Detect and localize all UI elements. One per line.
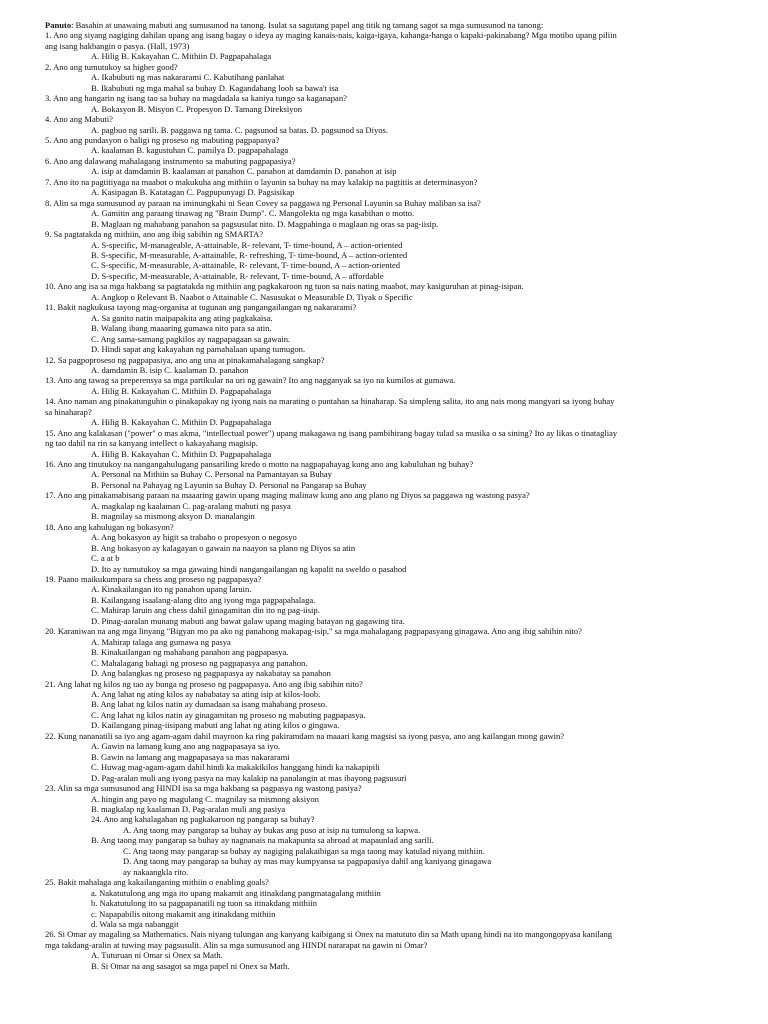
instructions-label: Panuto	[45, 20, 72, 30]
text-line: 21. Ang lahat ng kilos ng tao ay bunga ng proseso ng pagpapasya. Ano ang ibig sabihin nito?	[45, 678, 363, 689]
text-line: 13. Ano ang tawag sa preperensya sa mga partikular na uri ng gawain? Ito ang nagganyak sa iyo na kumilos at gumawa.	[45, 375, 456, 386]
text-line: A. magkalap ng kaalaman C. pag-aralang mabuti ng pasya	[91, 500, 291, 511]
text-line: A. kaalaman B. kagustuhan C. pamilya D. pagpapahalaga	[91, 145, 289, 156]
text-line: A. Angkop o Relevant B. Naabot o Attainable C. Nasusukat o Measurable D. Tiyak o Specific	[91, 291, 413, 302]
text-line: B. Gawin na lamang ang magpapasaya sa mas nakararami	[91, 751, 290, 762]
text-line: C. a at b	[91, 553, 120, 564]
text-line: 14. Ano naman ang pinakatunguhin o pinakapakay ng iyong nais na marating o puntahan sa hinaharap. Sa simpleng salita, ito ang nais mong mangyari sa iyong buhay	[45, 396, 615, 407]
text-line: B. Kinakailangan ng mahabang panahon ang pagpapasya.	[91, 647, 289, 658]
text-line: A. Hilig B. Kakayahan C. Mithiin D. Pagpapahalaga	[91, 385, 272, 396]
text-line: a. Nakatutulong ang mga ito upang makamit ang itinakdang pangmatagalang mithiin	[91, 887, 381, 898]
text-line: 10. Ano ang isa sa mga hakbang sa pagtatakda ng mithiin ang pagkakaroon ng tuon sa nais nating maabot, may kasiguruhan at pinag-isipan.	[45, 281, 524, 292]
text-line: 11. Bakit nagkukusa tayong mag-organisa at tugunan ang pangangailangan ng nakararami?	[45, 302, 357, 313]
text-line: D. Hindi sapat ang kakayahan ng pamahalaan upang tumugon.	[91, 344, 306, 355]
text-line: 24. Ano ang kahalagahan ng pagkakaroon ng pangarap sa buhay?	[91, 814, 315, 825]
text-line: A. S-specific, M-manageable, A-attainable, R- relevant, T- time-bound, A – action-oriented	[91, 239, 403, 250]
text-line: 19. Paano maikukumpara sa chess ang proseso ng pagpapasya?	[45, 574, 262, 585]
text-line: D. Kailangang pinag-iisipang mabuti ang lahat ng ating kilos o gingawa.	[91, 720, 340, 731]
text-line: sa hinaharap?	[45, 406, 92, 417]
text-line: B. Personal na Pahayag ng Layunin sa Buhay D. Personal na Pangarap sa Buhay	[91, 479, 367, 490]
text-line: A. Ang bokasyon ay higit sa trabaho o propesyon o negosyo	[91, 532, 297, 543]
text-line: D. Ang balangkas ng proseso ng pagpapasya ay nakabatay sa panahon	[91, 668, 331, 679]
text-line: C. Ang lahat ng kilos natin ay ginagamitan ng proseso ng mabuting pagpapasya.	[91, 709, 366, 720]
text-line: C. Ang sama-samang pagkilos ay nagpapagaan sa gawain.	[91, 333, 291, 344]
text-line: B. Kailangang isaalang-alang dito ang iyong mga pagpapahalaga.	[91, 594, 316, 605]
text-line: A. Kasipagan B. Katatagan C. Pagpupunyagi D. Pagsisikap	[91, 187, 295, 198]
text-line: A. Ang lahat ng ating kilos ay nababatay sa ating isip at kilos-loob.	[91, 689, 321, 699]
instructions-line: Panuto: Basahin at unawaing mabuti ang sumusunod na tanong. Isulat sa sagutang papel ang titik ng tamang sagot sa mga sumusunod na tanong:	[45, 20, 544, 30]
text-line: ang isang hakbangin o pasya. (Hall, 1973)	[45, 40, 190, 51]
text-line: mga takdang-aralin at tuwing may pagsusulit. Alin sa mga sumusunod ang HINDI nararapat na gawin ni Omar?	[45, 939, 428, 950]
text-line: A. Sa ganito natin maipapakita ang ating pagkakaisa.	[91, 312, 273, 323]
text-line: A. Kinakailangan ito ng panahon upang laruin.	[91, 584, 252, 595]
text-line: D. Pinag-aaralan munang mabuti ang bawat galaw upang maging batayan ng gagawing tira.	[91, 615, 405, 626]
text-line: 16. Ano ang tinutukoy na nangangahulugang pansariling kredo o motto na nagpapahayag kung ano ang kabuluhan ng buhay?	[45, 459, 474, 470]
text-line: A. Mahirap talaga ang gumawa ng pasya	[91, 636, 231, 647]
text-line: B. Ang lahat ng kilos natin ay dumadaan sa isang mahabang proseso.	[91, 699, 328, 710]
text-line: 7. Ano ito na pagtitiyaga na maabot o makukuha ang mithiin o layunin sa buhay na may kalakip na pagtitiis at determinasyon?	[45, 176, 478, 187]
text-line: D. S-specific, M-measurable, A-attainable, R- relevant, T- time-bound, A – affordable	[91, 270, 384, 281]
text-line: A. Hilig B. Kakayahan C. Mithiin D. Pagpapahalaga	[91, 448, 272, 459]
text-line: C. Huwag mag-agam-agam dahil hindi ka makakikilos hanggang hindi ka nakapipili	[91, 762, 380, 773]
text-line: A. Ang taong may pangarap sa buhay ay bukas ang puso at isip na tumulong sa kapwa.	[123, 824, 421, 835]
text-line: C. Mahalagang bahagi ng proseso ng pagpapasya ang panahon.	[91, 657, 308, 668]
text-line: 17. Ano ang pinakamabisang paraan na maaaring gawin upang maging malinaw kung ano ang plano ng Diyos sa paggawa ng wastong pasya?	[45, 490, 530, 501]
text-line: 15. Ano ang kalakasan ("power" o mas akma, "intellectual power") upang makagawa ng isang pambihirang bagay tulad sa musika o sa sining? Ito ay likas o tinatagliay	[45, 427, 618, 438]
text-line: 3. Ano ang hangarin ng isang tao sa buhay na magdadala sa kaniya tungo sa kaganapan?	[45, 93, 347, 104]
text-line: D. Pag-aralan muli ang iyong pasya na may kalakip na panalangin at mas ibayong pagsusuri	[91, 772, 407, 783]
text-line: 22. Kung nananatili sa iyo ang agam-agam dahil mayroon ka ring pakiramdam na maaari kang magsisi sa iyong pasya, ano ang kailangan mong gawin?	[45, 730, 565, 741]
text-line: D. Ito ay tumutukoy sa mga gawaing hindi nangangailangan ng kapalit na sweldo o pasahod	[91, 563, 407, 574]
text-line: 26. Si Omar ay magaling sa Mathematics. Nais niyang tulungan ang kanyang kaibigang si Onex na matututo din sa Math upang hindi na ito mangongopyasa kanilang	[45, 929, 613, 940]
text-line: 8. Alin sa mga sumusunod ay paraan na iminungkahi ni Sean Covey sa paggawa ng Personal Layunin sa Buhay maliban sa isa?	[45, 197, 481, 208]
text-line: C. S-specific, M-measurable, A-attainable, R- relevant, T- time-bound, A – action-oriented	[91, 260, 401, 271]
text-line: B. Walang ibang maaaring gumawa nito para sa atin.	[91, 323, 272, 334]
text-line: 12. Sa pagpoproseso ng pagpapasiya, ano ang una at pinakamahalagang sangkap?	[45, 354, 325, 365]
text-line: A. isip at damdamin B. kaalaman at panahon C. panahon at damdamin D. panahon at isip	[91, 166, 397, 177]
text-line: B. Ikabubuti ng mga mahal sa buhay D. Kagandahang loob sa bawa't isa	[91, 82, 339, 93]
text-line: ng tao dahil na rin sa kanyang intellect o kakayahang magisip.	[45, 438, 258, 449]
text-line: C. Ang taong may pangarap sa buhay ay nagiging palakaibigan sa mga taong may katulad niyang mithiin.	[123, 845, 485, 856]
text-line: 25. Bakit mahalaga ang kakailanganing mithiin o enabling goals?	[45, 877, 269, 888]
text-line: B. S-specific, M-measurable, A-attainable, R- refreshing, T- time-bound, A – action-oriented	[91, 249, 408, 260]
text-line: d. Wala sa mga nabanggit	[91, 918, 179, 929]
text-line: B. Ang taong may pangarap sa buhay ay nagnanais na makapunta sa abroad at mapaunlad ang sarili.	[91, 835, 434, 846]
text-line: A. Bokasyon B. Misyon C. Propesyon D. Tamang Direksiyon	[91, 103, 303, 114]
text-line: A. Personal na Mithiin sa Buhay C. Personal na Pamantayan sa Buhay	[91, 469, 332, 480]
text-line: A. Tuturuan ni Omar si Onex sa Math.	[91, 950, 223, 961]
text-line: B. magnilay sa mismong aksyon D. manalangin	[91, 511, 255, 522]
text-line: D. Ang taong may pangarap sa buhay ay mas may kumpyansa sa pagpapasiya dahil ang kaniyang ginagawa	[123, 856, 492, 867]
text-line: B. magkalap ng kaalaman D. Pag-aralan muli ang pasiya	[91, 803, 286, 814]
text-line: A. Gawin na lamang kung ano ang nagpapasaya sa iyo.	[91, 741, 281, 752]
text-line: ay nakaangkla rito.	[123, 866, 189, 877]
text-line: 18. Ano ang kahulugan ng bokasyon?	[45, 521, 174, 532]
text-line: b. Nakatutulong ito sa pagpapanatili ng tuon sa itinakdang mithiin	[91, 898, 317, 909]
text-line: B. Maglaan ng mahabang panahon sa pagsusulat nito. D. Magpahinga o maglaan ng oras sa pag-iisip.	[91, 218, 439, 229]
text-line: B. Si Omar na ang sasagot sa mga papel ni Onex sa Math.	[91, 960, 290, 971]
text-line: 20. Karaniwan na ang mga linyang "Bigyan mo pa ako ng panahong makapag-isip," sa mga mahalagang pagpapasyang ginagawa. Ano ang ibig sabihin nito?	[45, 626, 582, 637]
text-line: A. hingin ang payo ng magulang C. magnilay sa mismong aksiyon	[91, 793, 319, 804]
text-line: A. Gamitin ang paraang tinawag ng "Brain Dump". C. Mangolekta ng mga kasabihan o motto.	[91, 208, 415, 219]
text-line: A. pagbuo ng sarili. B. paggawa ng tama. C. pagsunod sa batas. D. pagsunod sa Diyos.	[91, 124, 388, 135]
text-line: A. Hilig B. Kakayahan C. Mithiin D. Pagpapahalaga	[91, 51, 272, 62]
text-line: 9. Sa pagtatakda ng mithiin, ano ang ibig sabihin ng SMARTA?	[45, 229, 264, 240]
text-line: A. damdamin B. isip C. kaalaman D. panahon	[91, 364, 249, 375]
text-line: B. Ang bokasyon ay kalagayan o gawain na naayon sa plano ng Diyos sa atin	[91, 542, 356, 553]
text-line: c. Napapabilis nitong makamit ang itinakdang mithiin	[91, 908, 276, 919]
text-line: 2. Ano ang tumutukoy sa higher good?	[45, 61, 178, 72]
text-line: C. Mahirap laruin ang chess dahil ginagamitan din ito ng pag-iisip.	[91, 605, 320, 616]
text-line: A. Hilig B. Kakayahan C. Mithiin D. Pagpapahalaga	[91, 417, 272, 428]
text-line: A. Ikabubuti ng mas nakararami C. Kabutihang panlahat	[91, 72, 285, 83]
text-line: 5. Ano ang pundasyon o haligi ng proseso ng mabuting pagpapasya?	[45, 134, 280, 145]
text-line: 1. Ano ang siyang nagiging dahilan upang ang isang bagay o ideya ay maging kanais-nais, kaiga-igaya, kahanga-hanga o kapaki-pakinabang? Mga motibo upang piliin	[45, 30, 617, 41]
text-line: 23. Alin sa mga sumusunod ang HINDI isa sa mga hakbang sa pagpasya ng wastong pasiya?	[45, 783, 362, 794]
text-line: 4. Ano ang Mabuti?	[45, 114, 113, 125]
text-line: 6. Ano ang dalawang mahalagang instrumento sa mabuting pagpapasiya?	[45, 155, 296, 166]
